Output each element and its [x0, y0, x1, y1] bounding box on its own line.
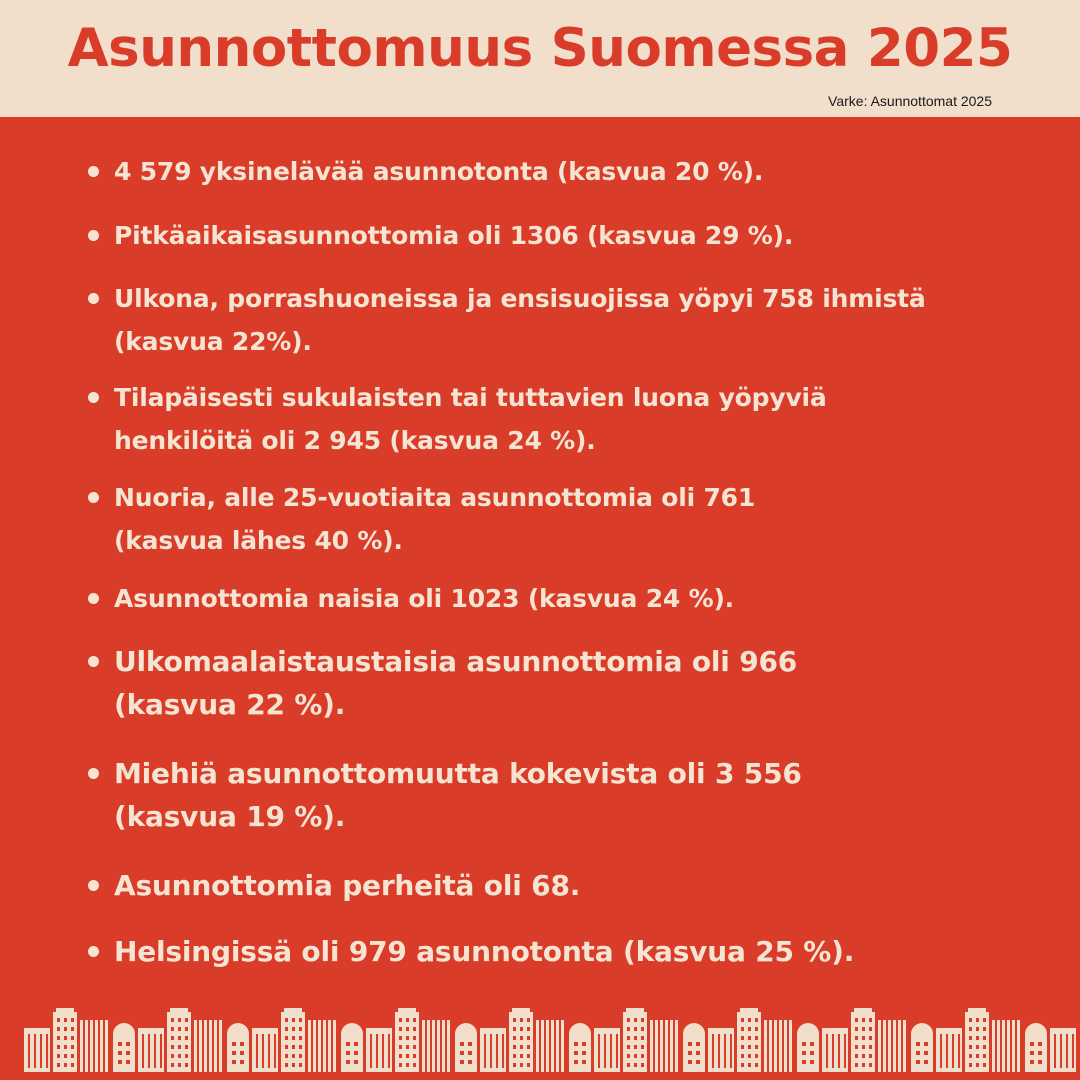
fact-text: Nuoria, alle 25-vuotiaita asunnottomia oli 761 (kasvua lähes 40 %).: [114, 483, 756, 555]
fact-text: Ulkona, porrashuoneissa ja ensisuojissa yöpyi 758 ihmistä (kasvua 22%).: [114, 284, 926, 356]
fact-item: [88, 214, 1028, 257]
bullet-icon: [88, 768, 99, 779]
fact-item: [88, 376, 908, 462]
bullet-icon: [88, 492, 99, 503]
fact-item: [88, 930, 1028, 973]
fact-item: [88, 150, 1028, 193]
fact-text: Tilapäisesti sukulaisten tai tuttavien luona yöpyviä henkilöitä oli 2 945 (kasvua 24 %).: [114, 383, 827, 455]
bullet-icon: [88, 656, 99, 667]
fact-text: Asunnottomia perheitä oli 68.: [114, 869, 581, 902]
fact-item: [88, 476, 828, 562]
fact-item: [88, 864, 1028, 907]
fact-item: [88, 752, 878, 838]
bullet-icon: [88, 593, 99, 604]
fact-item: [88, 640, 878, 726]
fact-text: 4 579 yksinelävää asunnotonta (kasvua 20 %).: [114, 157, 764, 186]
city-skyline-icon: [0, 1002, 1080, 1080]
bullet-icon: [88, 166, 99, 177]
bullet-icon: [88, 230, 99, 241]
header-band: [0, 0, 1080, 117]
bullet-icon: [88, 946, 99, 957]
fact-text: Asunnottomia naisia oli 1023 (kasvua 24 %).: [114, 584, 734, 613]
source-credit: Varke: Asunnottomat 2025: [828, 93, 992, 109]
fact-text: Pitkäaikaisasunnottomia oli 1306 (kasvua 29 %).: [114, 221, 794, 250]
fact-text: Helsingissä oli 979 asunnotonta (kasvua 25 %).: [114, 935, 855, 968]
fact-item: [88, 277, 1008, 363]
bullet-icon: [88, 880, 99, 891]
bullet-icon: [88, 392, 99, 403]
page-title: Asunnottomuus Suomessa 2025: [67, 18, 1013, 79]
fact-text: Ulkomaalaistaustaisia asunnottomia oli 966 (kasvua 22 %).: [114, 645, 798, 721]
fact-item: [88, 577, 1028, 620]
fact-text: Miehiä asunnottomuutta kokevista oli 3 556 (kasvua 19 %).: [114, 757, 802, 833]
bullet-icon: [88, 293, 99, 304]
